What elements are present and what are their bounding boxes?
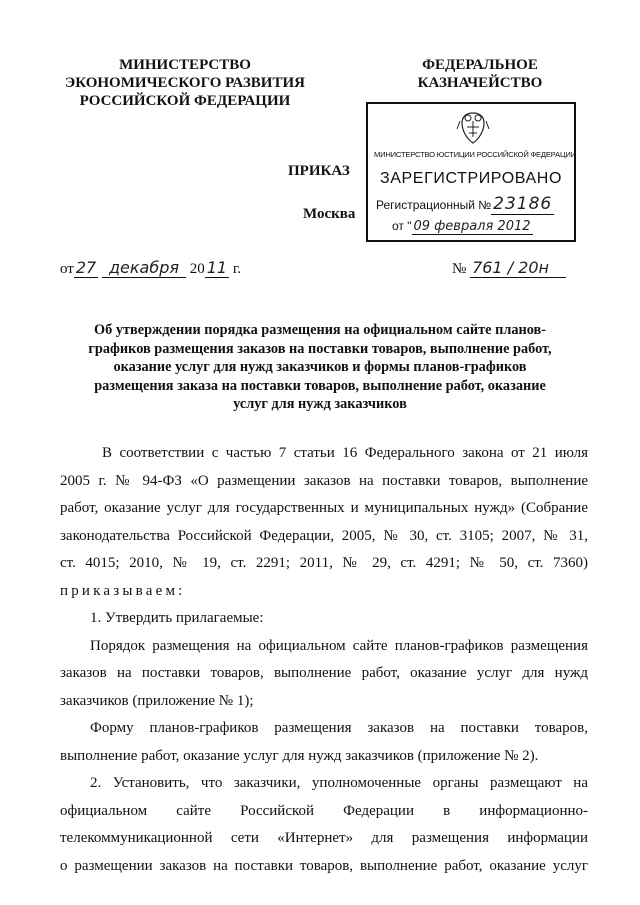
coat-of-arms-icon [456, 109, 490, 147]
registration-stamp [366, 102, 576, 242]
number-value: 761 / 20н [470, 258, 566, 278]
ministry-line-1: МИНИСТЕРСТВО [119, 57, 251, 73]
treasury-line-2: КАЗНАЧЕЙСТВО [417, 75, 543, 91]
body-line: В соответствии с частью 7 статьи 16 Федерального закона от 21 июля [102, 445, 588, 461]
stamp-reg-number: 23186 [493, 194, 553, 214]
document-body [60, 440, 588, 880]
body-line: заказов на поставки товаров, выполнение работ, оказание услуг для нужд [60, 665, 588, 681]
order-date [60, 258, 241, 278]
date-year-prefix: 20 [189, 261, 205, 277]
date-suffix: г. [232, 261, 242, 277]
body-line: о размещении заказов на поставки товаров, выполнение работ, оказание услуг [60, 857, 588, 874]
title-line: графиков размещения заказов на поставки товаров, выполнение работ, [88, 340, 552, 357]
stamp-date-value: 09 февраля 2012 [413, 219, 531, 234]
date-day: 27 [75, 258, 97, 277]
order-number [452, 258, 566, 278]
title-line: размещения заказа на поставки товаров, выполнение работ, оказание [94, 377, 546, 394]
stamp-date-prefix: от " [392, 219, 412, 233]
body-line: выполнение работ, оказание услуг для нужд заказчиков (приложение № 2). [60, 747, 539, 764]
body-line: телекоммуникационной сети «Интернет» для размещения информации [60, 830, 588, 846]
body-line: 2. Установить, что заказчики, уполномоченные органы размещают на [90, 775, 588, 791]
treasury-header [405, 56, 555, 92]
date-prefix: от [60, 261, 74, 277]
document-title [60, 321, 580, 414]
body-line: заказчиков (приложение № 1); [60, 692, 254, 709]
stamp-reg-label: Регистрационный № [376, 198, 492, 212]
stamp-registered: ЗАРЕГИСТРИРОВАНО [380, 170, 562, 187]
number-prefix: № [452, 261, 467, 277]
date-year: 11 [206, 258, 228, 277]
body-line: 1. Утвердить прилагаемые: [90, 610, 264, 626]
title-line: услуг для нужд заказчиков [233, 396, 407, 412]
ministry-line-3: РОССИЙСКОЙ ФЕДЕРАЦИИ [79, 93, 291, 109]
treasury-line-1: ФЕДЕРАЛЬНОЕ [422, 57, 538, 73]
ministry-line-2: ЭКОНОМИЧЕСКОГО РАЗВИТИЯ [65, 75, 305, 91]
title-line: Об утверждении порядка размещения на официальном сайте планов- [94, 322, 546, 338]
date-month: декабря [102, 258, 186, 278]
body-line: 2005 г. № 94-ФЗ «О размещении заказов на поставки товаров, выполнение [60, 472, 588, 489]
body-line: Форму планов-графиков размещения заказов на поставки товаров, [90, 720, 588, 736]
document-city: Москва [303, 206, 356, 222]
body-line: Порядок размещения на официальном сайте планов-графиков размещения [90, 637, 588, 654]
title-line: оказание услуг для нужд заказчиков и формы планов-графиков [113, 359, 527, 375]
document-type: ПРИКАЗ [288, 163, 350, 179]
stamp-ministry: МИНИСТЕРСТВО ЮСТИЦИИ РОССИЙСКОЙ ФЕДЕРАЦИИ [374, 150, 576, 159]
body-line: работ, оказание услуг для государственных и муниципальных нужд» (Собрание [60, 500, 588, 516]
body-line: приказываем: [60, 582, 186, 599]
body-line: официальном сайте Российской Федерации в информационно- [60, 802, 588, 819]
body-line: ст. 4015; 2010, № 19, ст. 2291; 2011, № 29, ст. 4291; № 50, ст. 7360) [60, 555, 588, 571]
stamp-date-line [392, 219, 533, 235]
ministry-header [60, 56, 310, 110]
body-line: законодательства Российской Федерации, 2005, № 30, ст. 3105; 2007, № 31, [60, 527, 588, 544]
stamp-reg-number-line [376, 194, 554, 215]
